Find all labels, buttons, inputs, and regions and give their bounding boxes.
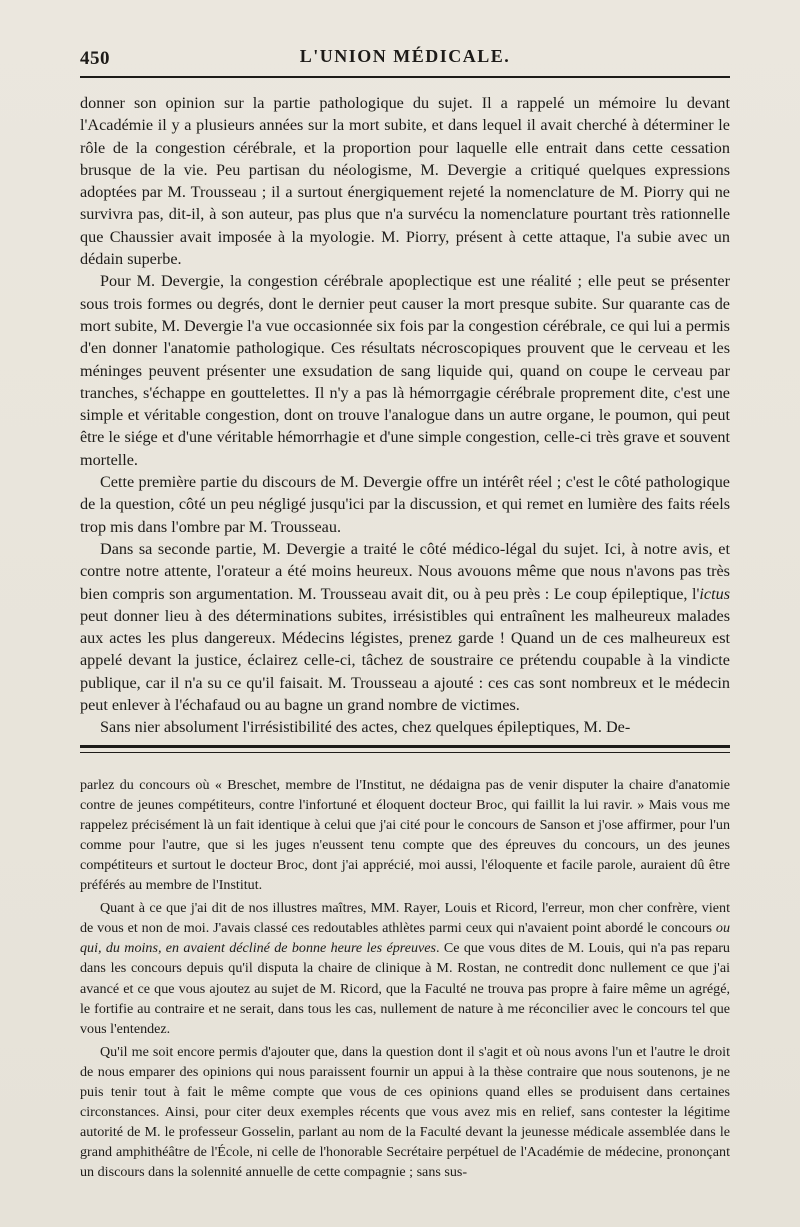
page-number: 450 [80, 48, 110, 69]
footnote-text [80, 775, 730, 1183]
italic-term: ictus [699, 584, 730, 603]
paragraph: Sans nier absolument l'irrésistibilité des actes, chez quelques épileptiques, M. De- [100, 718, 631, 737]
text-run: peut donner lieu à des déterminations subites, irrésistibles qui entraînent les malheureux malades aux actes les plus dangereux. Médecins légistes, prenez garde ! Quand un de ces malheureux est appelé devant la justice, éclairez celle-ci, tâchez de soustraire ce prétendu coupable à la vindicte publique, car il n'a su ce qu'il faisait. M. Trousseau a ajouté : ces cas sont nombreux et le médecin peut enlever à l'échafaud ou au bagne un grand nombre de victimes. [80, 606, 730, 715]
footnote-paragraph: Qu'il me soit encore permis d'ajouter que, dans la question dont il s'agit et où nous avons l'un et l'autre le droit de nous emparer des opinions qui nous paraissent fournir un appui à la thèse contraire que nous soutenons, je ne puis tenir tout à fait le même compte que vous de ces opinions quand elles se produisent dans certaines circonstances. Ainsi, pour citer deux exemples récents que vous avez mis en relief, sans contester la légitime autorité de M. le professeur Gosselin, parlant au nom de la Faculté devant la jeunesse médicale assemblée dans le grand amphithéâtre de l'École, ni celle de l'honorable Secrétaire perpétuel de l'Académie de médecine, prononçant un discours dans la solennité annuelle de cette compagnie ; sans sus- [80, 1043, 730, 1181]
footnote-paragraph [80, 898, 730, 1039]
page-header [80, 40, 730, 70]
header-rule [80, 76, 730, 78]
italic-phrase: ou qui, du moins, en avaient décliné de bonne heure les épreuves [80, 920, 730, 957]
text-run: Dans sa seconde partie, M. Devergie a traité le côté médico-légal du sujet. Ici, à notre avis, et contre notre attente, l'orateur a été moins heureux. Nous avouons même que nous n'avons pas très bien compris son argumentation. M. Trousseau avait dit, ou à peu près : Le coup épileptique, l' [80, 539, 730, 603]
text-run: . Ce que vous dites de M. Louis, qui n'a pas reparu dans les concours depuis qu'il disputa la chaire de clinique à M. Rostan, ne contredit donc nullement ce que j'ai avancé et ce que vous ajoutez au sujet de M. Ricord, que la Faculté ne trouva pas propre à faire même un agrégé, le fortifie au contraire et ne serait, dans tous les cas, nullement de nature à me réconcilier avec le concours tel que vous l'entendez. [80, 940, 730, 1037]
text-run: Quant à ce que j'ai dit de nos illustres maîtres, MM. Rayer, Louis et Ricord, l'erreur, mon cher confrère, vient de vous et non de moi. J'avais classé ces redoutables athlètes parmi ceux qui n'avaient point abordé le concours [80, 900, 730, 937]
paragraph: Pour M. Devergie, la congestion cérébrale apoplectique est une réalité ; elle peut se présenter sous trois formes ou degrés, dont le dernier peut causer la mort presque subite. Sur quarante cas de mort subite, M. Devergie l'a vue occasionnée six fois par la congestion cérébrale, ce qui lui a permis d'en donner l'anatomie pathologique. Ces résultats nécroscopiques prouvent que le cerveau et les méninges peuvent présenter une exsudation de sang liquide qui, quand on coupe le cerveau par tranches, s'échappe en gouttelettes. Il n'y a pas là hémorrgagie cérébrale proprement dite, c'est une simple et véritable congestion, dont on trouve l'analogue dans un autre organe, le poumon, qui peut être le siége et d'une véritable hémorrhagie et d'une simple congestion, celle-ci très grave et souvent mortelle. [80, 272, 730, 469]
paragraph: Cette première partie du discours de M. Devergie offre un intérêt réel ; c'est le côté pathologique de la question, côté un peu négligé jusqu'ici par la discussion, et qui remet en lumière des faits réels trop mis dans l'ombre par M. Trousseau. [80, 473, 730, 536]
main-text [80, 92, 730, 739]
footnote-paragraph: parlez du concours où « Breschet, membre de l'Institut, ne dédaigna pas de venir disputer la chaire d'anatomie contre de jeunes compétiteurs, contre l'infortuné et éloquent docteur Broc, qui faillit la lui ravir. » Mais vous me rappelez précisément là un fait identique à celui que j'ai cité pour le concours de Sanson et j'ose affirmer, pour l'un comme pour l'autre, que si les juges n'eussent tenu compte que des épreuves du concours, un des jeunes compétiteurs et surtout le docteur Broc, dont j'ai apprécié, moi aussi, l'éloquente et facile parole, auraient dû être préférés au membre de l'Institut. [80, 776, 730, 894]
paragraph-continuation: donner son opinion sur la partie pathologique du sujet. Il a rappelé un mémoire lu devant l'Académie il y a plusieurs années sur la mort subite, et dans lequel il avait cherché à déterminer le rôle de la congestion cérébrale, et la proportion pour laquelle elle entrait dans cette cessation brusque de la vie. Peu partisan du néologisme, M. Devergie a critiqué quelques expressions adoptées par M. Trousseau ; il a surtout énergiquement rejeté la nomenclature de M. Piorry qui ne survivra pas, dit-il, à son auteur, pas plus que n'a survécu la nomenclature pourtant très rationnelle que Chaussier avait imposée à la myologie. M. Piorry, présent à cette attaque, l'a subie avec un dédain superbe. [80, 94, 730, 269]
footnote-separator [80, 745, 730, 753]
running-title: L'UNION MÉDICALE. [299, 46, 511, 66]
paragraph [80, 538, 730, 716]
